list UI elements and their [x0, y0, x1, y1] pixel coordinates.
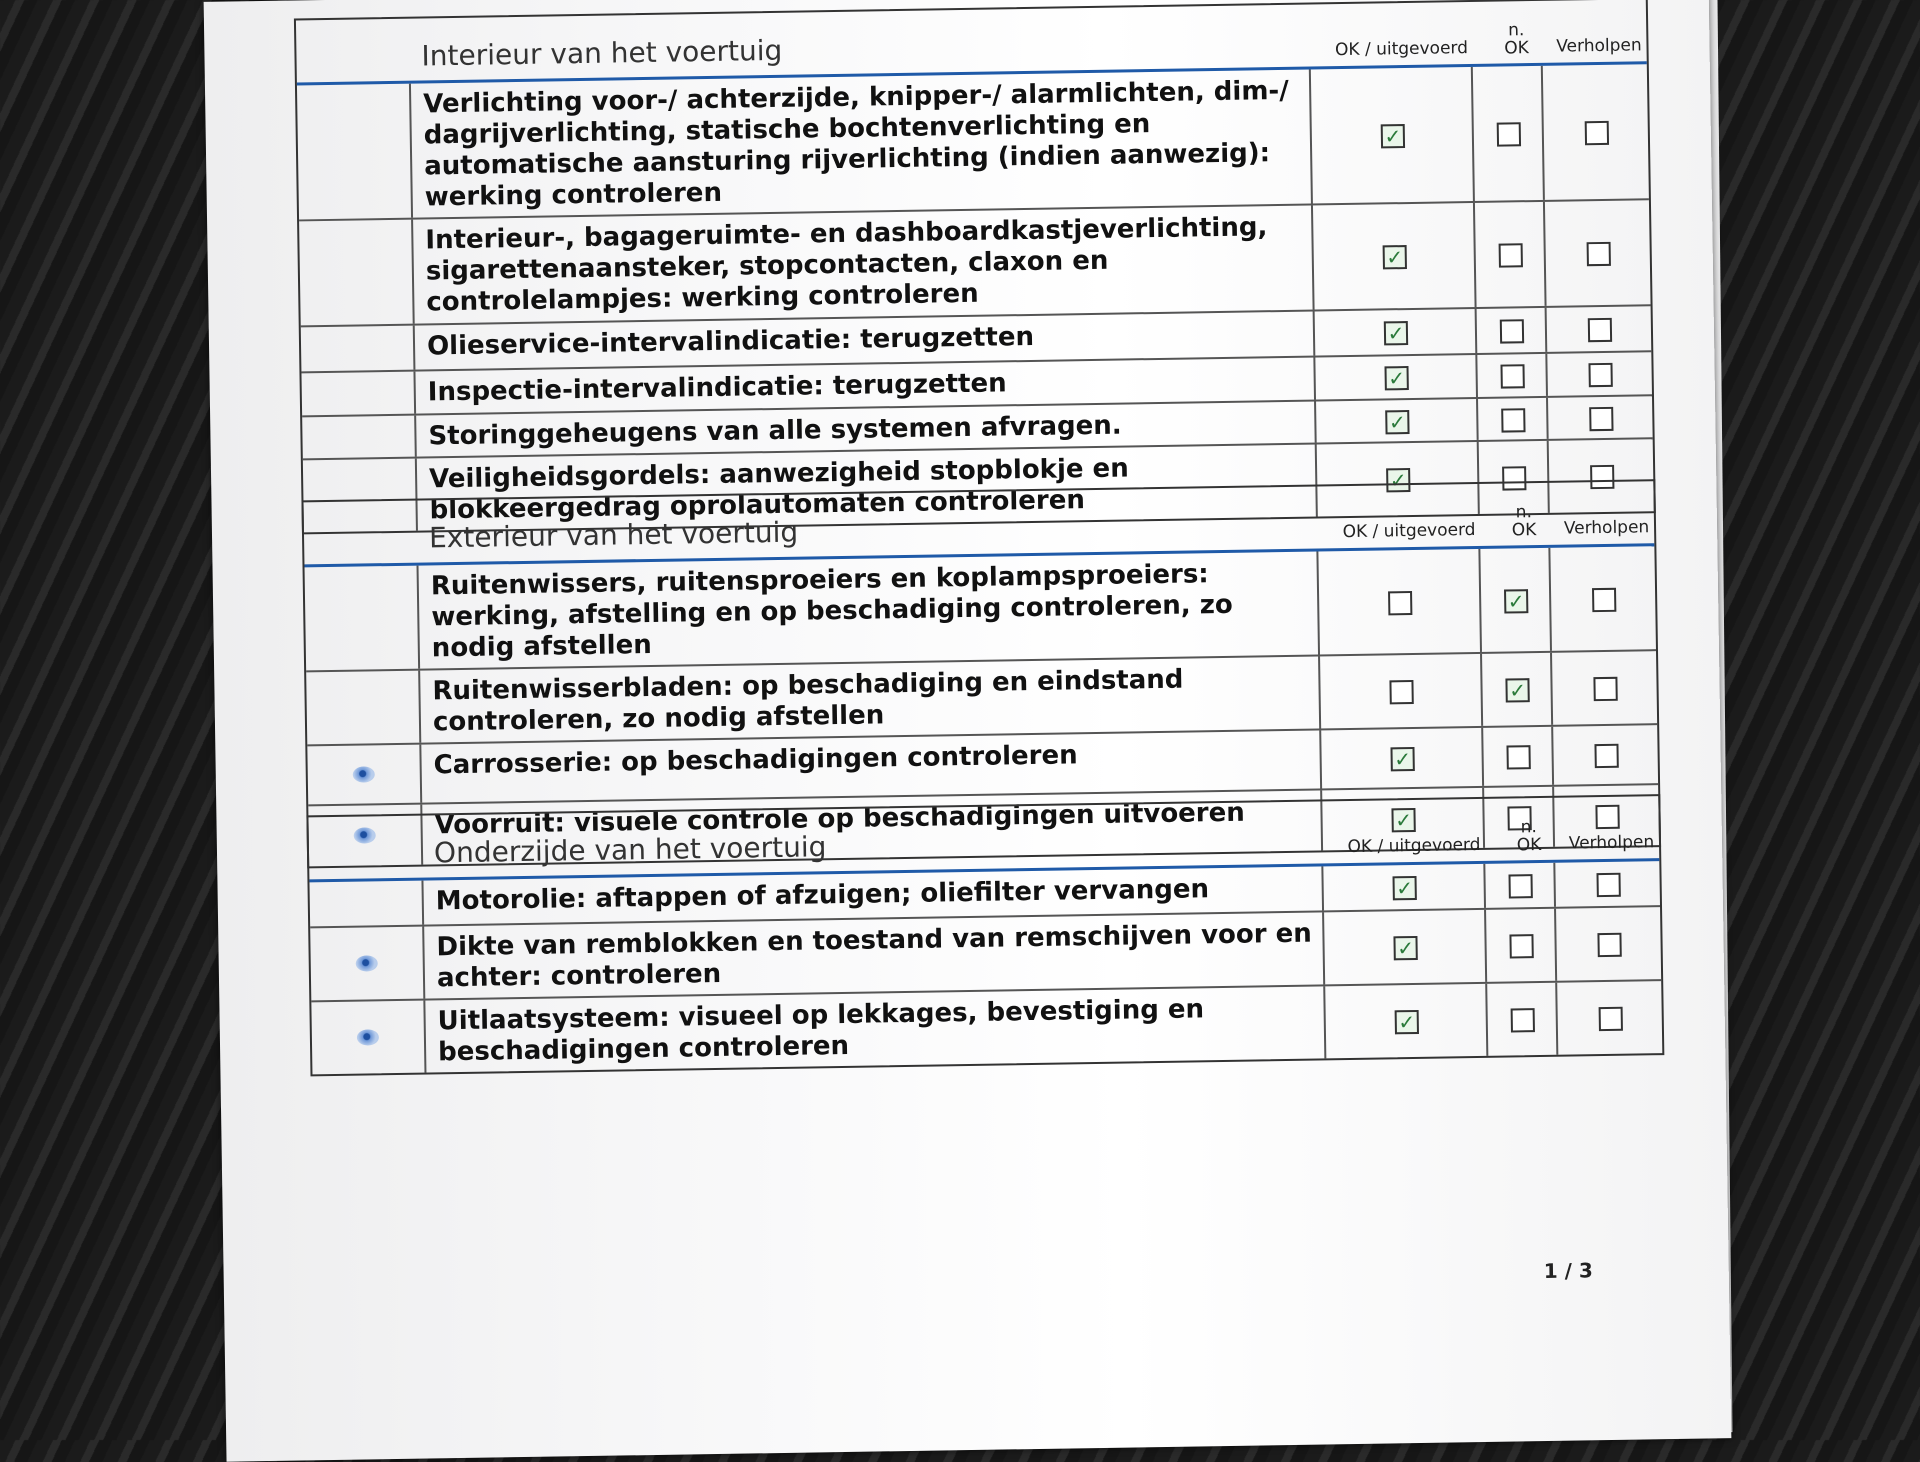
not-ok-cell	[1482, 653, 1553, 726]
row-marker-cell	[305, 566, 421, 671]
column-not-ok-header	[1494, 818, 1565, 855]
blue-dot-icon	[357, 1029, 379, 1045]
row-marker-cell	[306, 671, 421, 745]
not-ok-checkbox[interactable]	[1497, 122, 1521, 146]
fixed-cell	[1547, 352, 1651, 396]
not-ok-checkbox[interactable]	[1500, 319, 1524, 343]
column-ok-header: OK / uitgevoerd	[1342, 519, 1476, 543]
row-description: Ruitenwisserbladen: op beschadiging en eindstand controleren, zo nodig afstellen	[420, 656, 1321, 742]
blue-dot-icon	[353, 766, 375, 782]
row-description: Olieservice-intervalindicatie: terugzetten	[415, 311, 1316, 369]
fixed-cell	[1547, 306, 1651, 352]
ok-checkbox[interactable]: ✓	[1393, 876, 1417, 900]
fixed-cell	[1550, 546, 1655, 651]
section-1	[294, 0, 1656, 534]
row-description: Ruitenwissers, ruitensproeiers en koplampsproeiers: werking, afstelling en op beschadiging controleren, zo nodig afstellen	[419, 551, 1321, 668]
ok-checkbox[interactable]: ✓	[1384, 366, 1408, 390]
column-fixed-header: Verholpen	[1568, 832, 1655, 854]
not-ok-checkbox[interactable]	[1501, 408, 1525, 432]
fixed-cell	[1548, 396, 1652, 439]
fixed-checkbox[interactable]	[1593, 677, 1617, 701]
not-ok-cell	[1487, 983, 1558, 1056]
blue-dot-icon	[356, 955, 378, 971]
row-description: Dikte van remblokken en toestand van remschijven voor en achter: controleren	[424, 912, 1325, 998]
checklist-row	[297, 64, 1649, 221]
fixed-checkbox[interactable]	[1597, 933, 1621, 957]
row-marker-cell	[311, 1001, 426, 1075]
fixed-cell	[1545, 200, 1650, 306]
column-not-ok-line2: OK	[1504, 38, 1529, 59]
row-description: Carrosserie: op beschadigingen controleren	[421, 730, 1322, 802]
ok-cell	[1325, 984, 1488, 1059]
ok-checkbox[interactable]: ✓	[1386, 468, 1410, 492]
not-ok-checkbox[interactable]	[1511, 1008, 1535, 1032]
fixed-cell	[1556, 907, 1660, 981]
row-description: Veiligheidsgordels: aanwezigheid stopblokje en blokkeergedrag oprolautomaten controleren	[417, 444, 1318, 530]
column-not-ok-line1: n.	[1507, 20, 1525, 41]
ok-checkbox[interactable]: ✓	[1384, 321, 1408, 345]
ok-checkbox[interactable]: ✓	[1391, 808, 1415, 832]
not-ok-cell	[1475, 202, 1547, 307]
section-3	[306, 794, 1664, 1076]
row-description: Inspectie-intervalindicatie: terugzetten	[415, 357, 1316, 413]
ok-checkbox[interactable]: ✓	[1383, 245, 1407, 269]
checklist-row	[299, 200, 1650, 327]
row-marker-cell	[301, 372, 416, 416]
row-description: Interieur-, bagageruimte- en dashboardkastjeverlichting, sigarettenaansteker, stopcontacten, claxon en controlelampjes: werking controleren	[413, 206, 1315, 324]
ok-checkbox[interactable]: ✓	[1390, 747, 1414, 771]
column-not-ok-line1: n.	[1520, 817, 1538, 838]
fixed-checkbox[interactable]	[1587, 318, 1611, 342]
fixed-checkbox[interactable]	[1584, 121, 1608, 145]
fixed-checkbox[interactable]	[1596, 873, 1620, 897]
row-marker-cell	[301, 326, 416, 372]
not-ok-checkbox[interactable]	[1508, 874, 1532, 898]
not-ok-cell	[1480, 548, 1552, 652]
column-not-ok-line2: OK	[1516, 835, 1542, 856]
column-fixed-header: Verholpen	[1563, 517, 1650, 539]
column-ok-header: OK / uitgevoerd	[1334, 38, 1469, 61]
not-ok-cell	[1486, 909, 1557, 982]
fixed-checkbox[interactable]	[1594, 744, 1618, 768]
section-title: Onderzijde van het voertuig	[433, 830, 827, 870]
section-title: Interieur van het voertuig	[421, 33, 783, 73]
fixed-cell	[1557, 981, 1661, 1055]
ok-cell	[1324, 910, 1487, 985]
fixed-cell	[1543, 64, 1648, 200]
not-ok-checkbox[interactable]	[1499, 243, 1523, 267]
ok-checkbox[interactable]	[1389, 680, 1413, 704]
row-description: Verlichting voor-/ achterzijde, knipper-/ alarmlichten, dim-/ dagrijverlichting, statische bochtenverlichting en automatische aansturing rijverlichting (indien aanwezig): werking controleren	[411, 70, 1313, 218]
ok-checkbox[interactable]: ✓	[1381, 124, 1405, 148]
not-ok-cell	[1485, 863, 1556, 908]
ok-cell	[1316, 399, 1479, 443]
not-ok-cell	[1477, 308, 1548, 353]
fixed-checkbox[interactable]	[1586, 242, 1610, 266]
row-marker-cell	[302, 416, 417, 459]
not-ok-checkbox[interactable]: ✓	[1504, 589, 1528, 613]
not-ok-checkbox[interactable]: ✓	[1505, 678, 1529, 702]
column-fixed-header: Verholpen	[1556, 35, 1642, 57]
row-marker-cell	[309, 881, 424, 927]
row-marker-cell	[310, 927, 425, 1001]
column-not-ok-header	[1481, 21, 1552, 58]
page-number: 1 / 3	[1543, 1258, 1593, 1284]
fixed-cell	[1553, 725, 1657, 785]
column-not-ok-line1: n.	[1515, 502, 1533, 523]
ok-checkbox[interactable]: ✓	[1395, 1010, 1419, 1034]
sections-container	[204, 0, 1709, 1068]
ok-checkbox[interactable]: ✓	[1393, 936, 1417, 960]
fixed-checkbox[interactable]	[1588, 363, 1612, 387]
row-description: Voorruit: visuele controle op beschadigingen uitvoeren	[422, 790, 1323, 864]
ok-cell	[1315, 355, 1478, 400]
not-ok-checkbox[interactable]	[1509, 934, 1533, 958]
ok-checkbox[interactable]: ✓	[1385, 410, 1409, 434]
row-marker-cell	[307, 745, 422, 805]
ok-cell	[1315, 309, 1478, 356]
ok-cell	[1318, 549, 1482, 655]
fixed-cell	[1555, 861, 1659, 907]
column-not-ok-line2: OK	[1511, 520, 1537, 541]
section-title: Exterieur van het voertuig	[428, 515, 799, 555]
fixed-checkbox[interactable]	[1598, 1007, 1622, 1031]
fixed-checkbox[interactable]	[1589, 406, 1613, 430]
not-ok-cell	[1483, 727, 1554, 786]
fixed-checkbox[interactable]	[1591, 587, 1615, 611]
column-not-ok-header	[1489, 503, 1560, 540]
not-ok-cell	[1478, 398, 1549, 440]
not-ok-checkbox[interactable]	[1500, 364, 1524, 388]
ok-cell	[1313, 203, 1477, 310]
row-description: Motorolie: aftappen of afzuigen; oliefilter vervangen	[423, 866, 1324, 924]
ok-cell	[1311, 67, 1475, 204]
fixed-cell	[1552, 651, 1656, 725]
ok-checkbox[interactable]	[1388, 591, 1412, 615]
row-description: Uitlaatsysteem: visueel op lekkages, bevestiging en beschadigingen controleren	[425, 986, 1326, 1072]
not-ok-cell	[1473, 66, 1545, 201]
row-description: Storinggeheugens van alle systemen afvragen.	[416, 401, 1317, 456]
row-marker-cell	[297, 84, 413, 220]
column-ok-header: OK / uitgevoerd	[1347, 834, 1481, 858]
row-marker-cell	[299, 220, 415, 326]
ok-cell	[1323, 864, 1486, 911]
not-ok-checkbox[interactable]	[1506, 745, 1530, 769]
ok-cell	[1321, 728, 1484, 789]
ok-cell	[1320, 654, 1483, 729]
not-ok-cell	[1477, 354, 1548, 397]
checklist-sheet	[204, 0, 1732, 1462]
